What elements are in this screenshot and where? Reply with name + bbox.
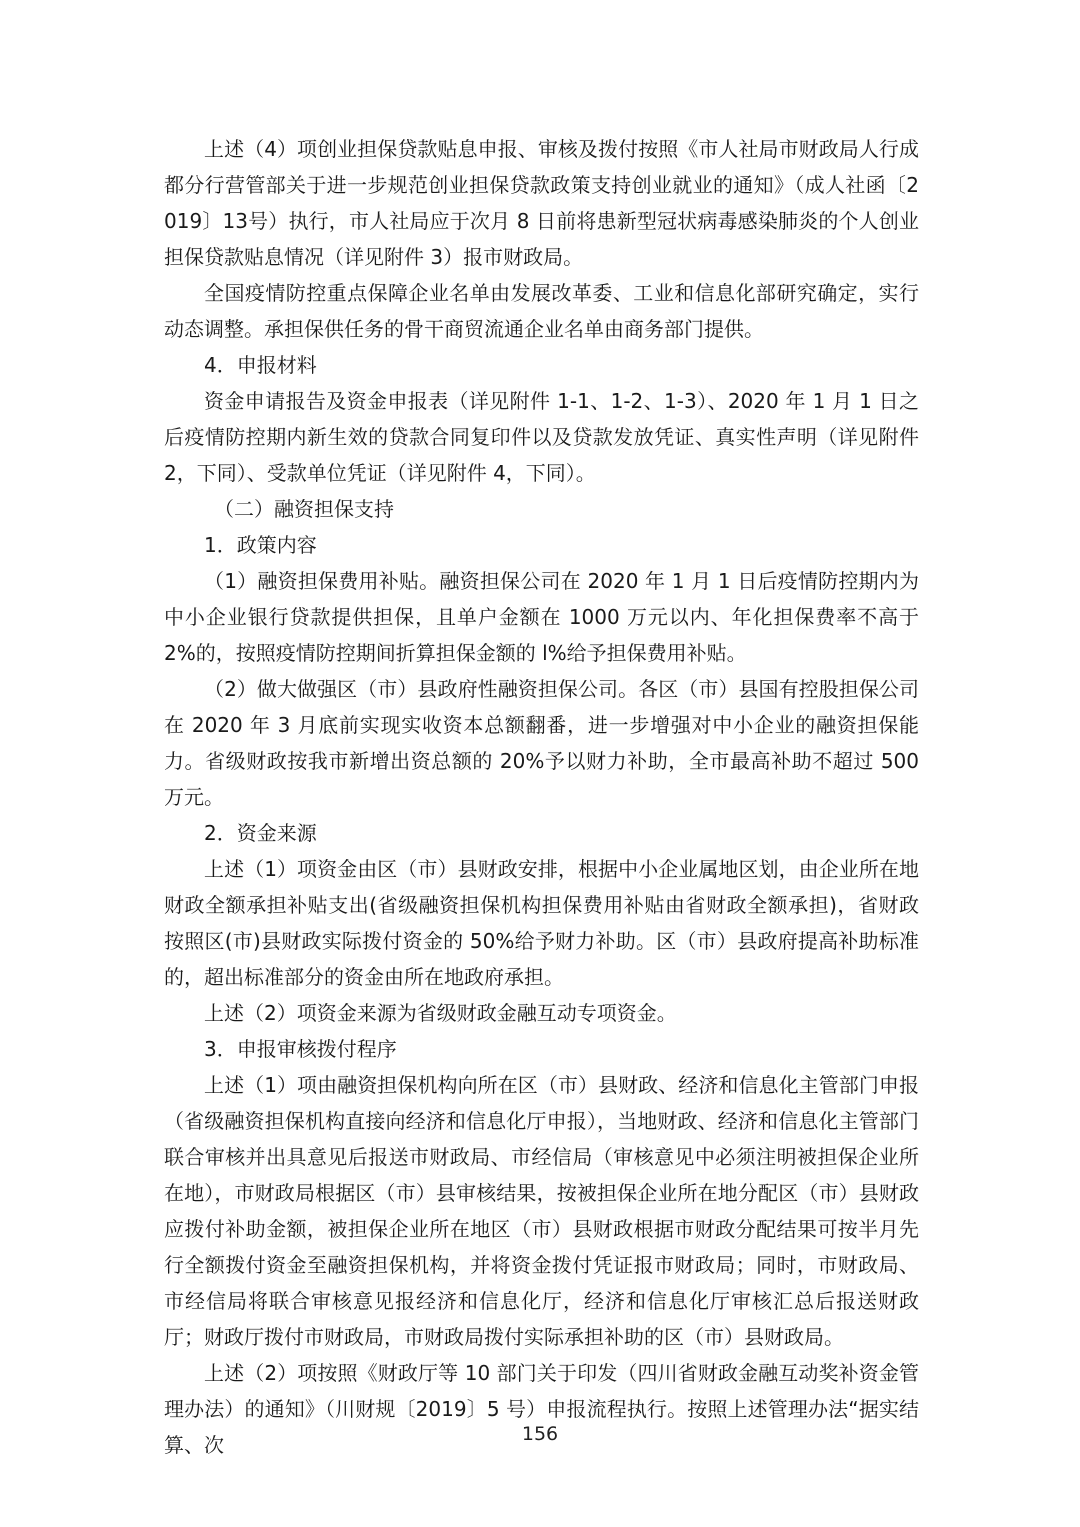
paragraph-fund-source-item-2: 上述（2）项资金来源为省级财政金融互动专项资金。 — [204, 1001, 677, 1025]
paragraph-loan-subsidy-procedure: 上述（4）项创业担保贷款贴息申报、审核及拨付按照《市人社局市财政局人行成都分行营管部关于进一步规范创业担保贷款政策支持创业就业的通知》（成人社函〔2019〕13号）执行，市人社局应于次月 8 日前将患新型冠状病毒感染肺炎的个人创业担保贷款贴息情况（详见附件 3）报市财政局。 — [164, 137, 919, 269]
paragraph-strengthen-guarantee-companies: （2）做大做强区（市）县政府性融资担保公司。各区（市）县国有控股担保公司在 2020 年 3 月底前实现实收资本总额翻番，进一步增强对中小企业的融资担保能力。省级财政按我市新增出资总额的 20%予以财力补助，全市最高补助不超过 500 万元。 — [164, 677, 919, 809]
page-number: 156 — [521, 1423, 559, 1445]
document-body — [164, 131, 919, 1463]
paragraph-review-procedure-item-2: 上述（2）项按照《财政厅等 10 部门关于印发（四川省财政金融互动奖补资金管理办法）的通知》（川财规〔2019〕5 号）申报流程执行。按照上述管理办法“据实结算、次 — [164, 1361, 919, 1457]
paragraph-guarantee-fee-subsidy: （1）融资担保费用补贴。融资担保公司在 2020 年 1 月 1 日后疫情防控期内为中小企业银行贷款提供担保，且单户金额在 1000 万元以内、年化担保费率不高于 2%的，按照疫情防控期间折算担保金额的 l%给予担保费用补贴。 — [164, 569, 919, 665]
paragraph-fund-source-item-1: 上述（1）项资金由区（市）县财政安排，根据中小企业属地区划，由企业所在地财政全额承担补贴支出(省级融资担保机构担保费用补贴由省财政全额承担)，省财政按照区(市)县财政实际拨付资金的 50%给予财力补助。区（市）县政府提高补助标准的，超出标准部分的资金由所在地政府承担。 — [164, 857, 919, 989]
heading-review-disbursement-procedure: 3．申报审核拨付程序 — [204, 1037, 397, 1061]
heading-policy-content: 1．政策内容 — [204, 533, 317, 557]
paragraph-key-enterprise-list: 全国疫情防控重点保障企业名单由发展改革委、工业和信息化部研究确定，实行动态调整。承担保供任务的骨干商贸流通企业名单由商务部门提供。 — [164, 281, 919, 341]
heading-financing-guarantee-support: （二）融资担保支持 — [214, 497, 394, 521]
heading-fund-source: 2．资金来源 — [204, 821, 317, 845]
heading-application-materials: 4．申报材料 — [204, 353, 317, 377]
paragraph-review-procedure-item-1: 上述（1）项由融资担保机构向所在区（市）县财政、经济和信息化主管部门申报（省级融资担保机构直接向经济和信息化厅申报），当地财政、经济和信息化主管部门联合审核并出具意见后报送市财政局、市经信局（审核意见中必须注明被担保企业所在地），市财政局根据区（市）县审核结果，按被担保企业所在地分配区（市）县财政应拨付补助金额，被担保企业所在地区（市）县财政根据市财政分配结果可按半月先行全额拨付资金至融资担保机构，并将资金拨付凭证报市财政局；同时，市财政局、市经信局将联合审核意见报经济和信息化厅，经济和信息化厅审核汇总后报送财政厅；财政厅拨付市财政局，市财政局拨付实际承担补助的区（市）县财政局。 — [164, 1073, 919, 1349]
paragraph-application-materials: 资金申请报告及资金申报表（详见附件 1-1、1-2、1-3）、2020 年 1 月 1 日之后疫情防控期内新生效的贷款合同复印件以及贷款发放凭证、真实性声明（详见附件 2，下同）、受款单位凭证（详见附件 4，下同）。 — [164, 389, 919, 485]
